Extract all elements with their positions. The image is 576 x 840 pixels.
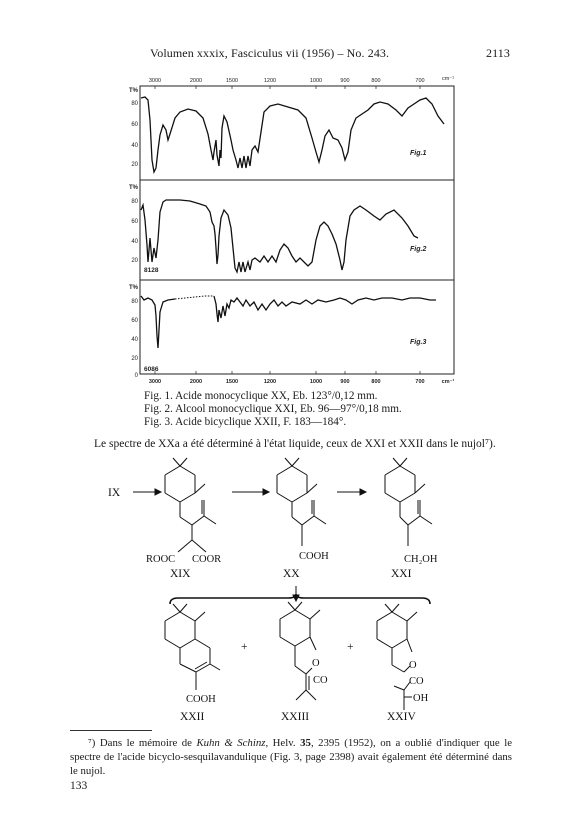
y-tick-label: 20 — [131, 356, 138, 362]
y-tick-label: 80 — [131, 101, 138, 107]
sample-number: 8128 — [144, 267, 159, 274]
xix-ester-left: ROOC — [146, 554, 176, 565]
plus-sign: + — [241, 641, 248, 653]
footnote-text: Dans le mémoire de — [95, 737, 197, 749]
compound-XXIII-label: XXIII — [281, 711, 310, 723]
arrow-head — [155, 489, 161, 495]
bottom-unit-label: cm⁻¹ — [441, 379, 455, 385]
structure-XX — [277, 458, 326, 546]
top-tick-label: 800 — [371, 78, 381, 84]
compound-XIX-label: XIX — [170, 568, 191, 580]
y-tick-label: 40 — [131, 337, 138, 343]
top-tick-label: 3000 — [148, 78, 162, 84]
xx-cooh: COOH — [299, 551, 329, 562]
structure-XXI — [385, 458, 432, 546]
y-tick-label: 40 — [131, 143, 138, 149]
header-text: Volumen xxxix, Fasciculus vii (1956) – No. 243. — [150, 46, 390, 60]
bottom-tick-label: 800 — [371, 379, 381, 385]
compound-IX-label: IX — [108, 487, 121, 499]
top-tick-label: 1500 — [225, 78, 239, 84]
y-tick-label: 0 — [134, 373, 138, 379]
page-number: 2113 — [486, 46, 510, 60]
fig-2-label: Fig.2 — [410, 246, 427, 253]
bottom-tick-label: 2000 — [189, 379, 203, 385]
footnote-text: , Helv. — [265, 737, 301, 749]
footer-number: 133 — [70, 780, 88, 792]
footnote-authors: Kuhn & Schinz — [196, 737, 266, 749]
bottom-tick-label: 1500 — [225, 379, 239, 385]
xxi-ch2oh: CH₂OH — [404, 554, 438, 565]
fig-3-label: Fig.3 — [410, 339, 427, 346]
compound-XXIV-label: XXIV — [387, 711, 416, 723]
top-tick-label: 2000 — [189, 78, 203, 84]
compound-XXII-label: XXII — [180, 711, 205, 723]
y-tick-label: 20 — [131, 162, 138, 168]
fig-1-label: Fig.1 — [410, 150, 427, 157]
xix-ester-right: COOR — [192, 554, 222, 565]
y-tick-label: 80 — [131, 199, 138, 205]
footnote-marker: ⁷) — [88, 737, 96, 749]
y-tick-label: 60 — [131, 219, 138, 225]
structure-XIX — [165, 458, 216, 552]
y-axis-label: T% — [129, 285, 138, 291]
y-tick-label: 60 — [131, 122, 138, 128]
xxii-cooh: COOH — [186, 694, 216, 705]
compound-XXI-label: XXI — [391, 568, 412, 580]
bottom-tick-label: 900 — [340, 379, 350, 385]
y-tick-label: 60 — [131, 318, 138, 324]
top-unit-label: cm⁻¹ — [441, 76, 455, 82]
caption-fig-3: Fig. 3. Acide bicyclique XXII, F. 183—184°. — [144, 416, 347, 428]
body-paragraph: Le spectre de XXa a été déterminé à l'état liquide, ceux de XXI et XXII dans le nujol⁷). — [94, 438, 496, 450]
y-tick-label: 40 — [131, 239, 138, 245]
xxiv-co: CO — [409, 676, 424, 687]
footnote-text: , 2395 (1952), on a oublié d'indiquer que le spectre de l'acide bicyclo-sesquilavandulique (Fig. 3, page 2398) avait également été déterminé dans le nujol. — [70, 737, 513, 777]
caption-fig-2: Fig. 2. Alcool monocyclique XXI, Eb. 96—97°/0,18 mm. — [144, 403, 402, 415]
structure-XXIV — [377, 604, 417, 710]
xxiii-co: CO — [313, 675, 328, 686]
xxiv-o: O — [409, 660, 417, 671]
bottom-tick-label: 1000 — [309, 379, 323, 385]
y-axis-label: T% — [129, 185, 138, 191]
xxiv-oh: OH — [413, 693, 429, 704]
y-axis-label: T% — [129, 88, 138, 94]
xxiii-o: O — [312, 658, 320, 669]
top-tick-label: 1200 — [263, 78, 277, 84]
bottom-tick-label: 700 — [415, 379, 425, 385]
compound-XX-label: XX — [283, 568, 300, 580]
top-tick-label: 900 — [340, 78, 350, 84]
footnote-rule — [70, 730, 152, 731]
structure-XXII — [165, 604, 220, 690]
y-tick-label: 20 — [131, 258, 138, 264]
bottom-tick-label: 3000 — [148, 379, 162, 385]
bottom-tick-label: 1200 — [263, 379, 277, 385]
sample-number: 6086 — [144, 366, 159, 373]
top-tick-label: 700 — [415, 78, 425, 84]
y-tick-label: 80 — [131, 299, 138, 305]
caption-fig-1: Fig. 1. Acide monocyclique XX, Eb. 123°/0,12 mm. — [144, 390, 378, 402]
top-tick-label: 1000 — [309, 78, 323, 84]
plus-sign: + — [347, 641, 354, 653]
footnote-volume: 35 — [300, 737, 311, 749]
footnote — [70, 736, 512, 778]
